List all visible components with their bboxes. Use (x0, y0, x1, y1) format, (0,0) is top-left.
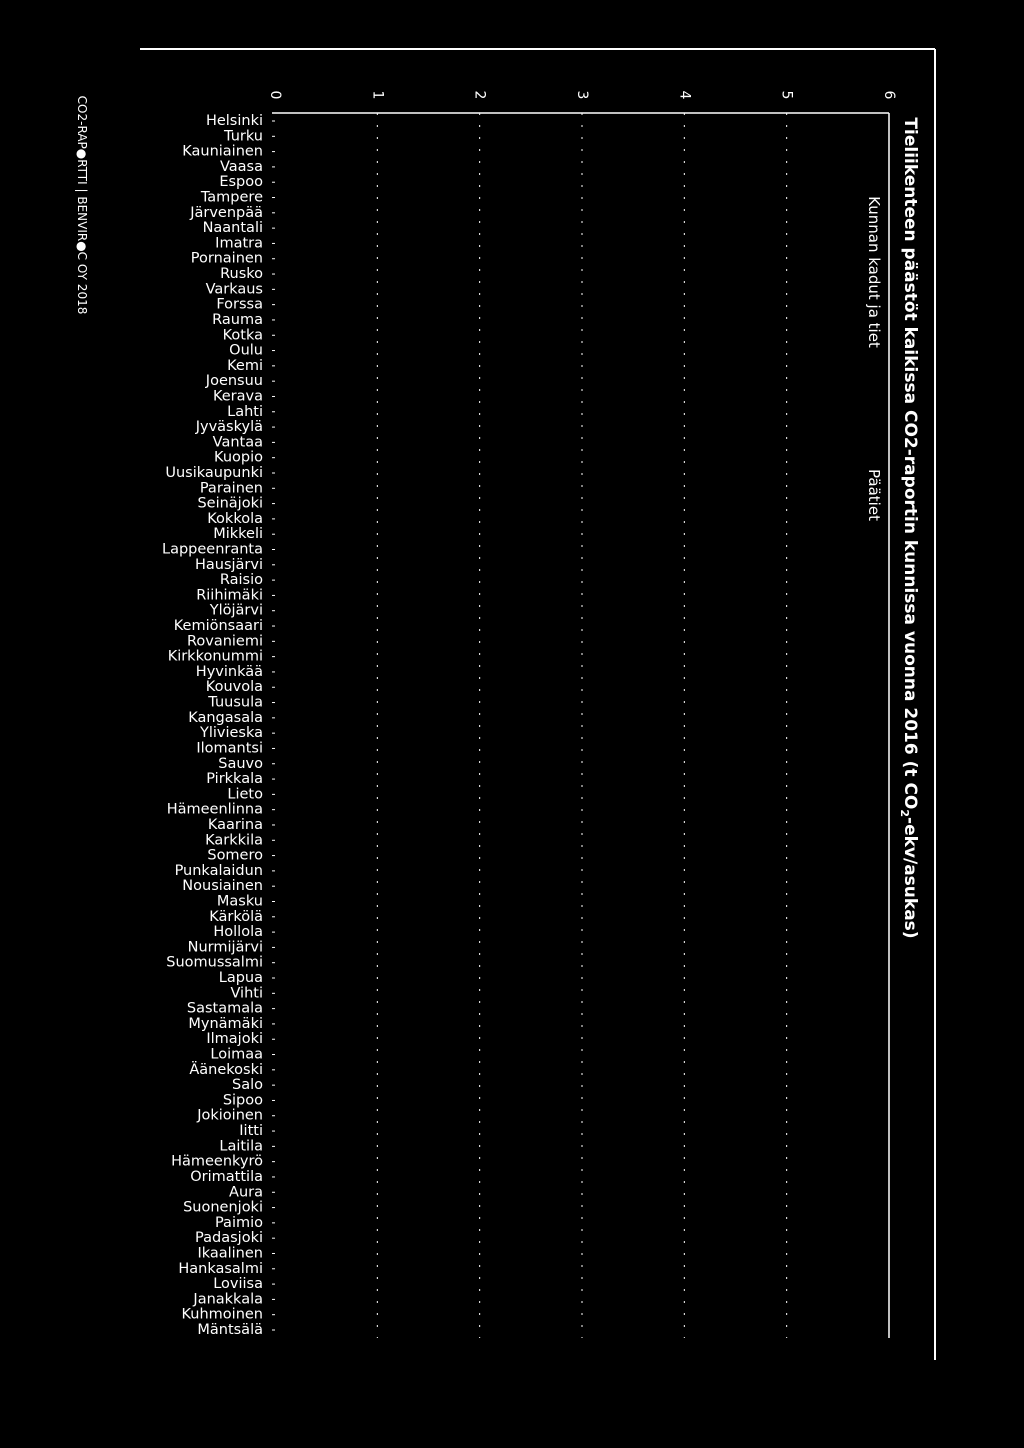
tick-label-0: 0 (267, 90, 283, 100)
category-label: Ilomantsi (196, 740, 263, 757)
category-label: Pornainen (190, 250, 263, 267)
category-label: Helsinki (205, 113, 263, 129)
category-label: Forssa (216, 296, 263, 313)
category-label: Mynämäki (188, 1015, 263, 1032)
category-label: Lapua (218, 970, 263, 987)
tick-label-5: 5 (778, 90, 795, 100)
category-label: Laitila (219, 1138, 263, 1155)
category-label: Padasjoki (195, 1230, 263, 1247)
tick-label-6: 6 (881, 90, 897, 100)
category-label: Varkaus (205, 281, 263, 298)
category-label: Vaasa (219, 158, 263, 175)
category-label: Lahti (227, 403, 263, 420)
category-label: Salo (232, 1077, 263, 1094)
category-label: Hämeenlinna (166, 801, 263, 818)
category-label: Kangasala (188, 709, 263, 726)
category-label: Pirkkala (206, 771, 263, 788)
category-label: Hankasalmi (178, 1260, 263, 1277)
category-label: Orimattila (190, 1168, 263, 1185)
category-label: Kotka (222, 327, 263, 344)
category-label: Paimio (214, 1214, 263, 1231)
category-label: Kemi (227, 357, 263, 374)
category-label: Kuhmoinen (181, 1306, 263, 1323)
footer-credit: CO2-RAP●RTTI | BENVIR●C OY 2018 (75, 95, 89, 315)
category-label: Vihti (230, 985, 263, 1002)
category-label: Kerava (212, 388, 263, 405)
category-label: Vantaa (212, 434, 263, 451)
category-label: Rauma (212, 311, 263, 328)
category-label: Kemiönsaari (173, 618, 263, 635)
tick-label-3: 3 (574, 90, 590, 100)
category-label: Kauniainen (182, 143, 263, 160)
category-label: Ylöjärvi (209, 602, 263, 619)
category-label: Karkkila (205, 832, 263, 849)
category-label: Seinäjoki (197, 495, 263, 512)
category-label: Ikaalinen (197, 1245, 263, 1262)
category-label: Joensuu (205, 373, 263, 390)
category-label: Loimaa (210, 1046, 263, 1063)
tick-label-2: 2 (471, 90, 488, 100)
category-label: Lieto (227, 786, 263, 803)
category-label: Riihimäki (196, 587, 263, 604)
category-label: Punkalaidun (174, 862, 263, 879)
category-label: Rovaniemi (186, 633, 263, 650)
category-label: Jokioinen (197, 1107, 263, 1124)
category-label: Turku (224, 128, 263, 145)
category-label: Nurmijärvi (187, 939, 263, 956)
category-label: Hämeenkyrö (171, 1153, 263, 1170)
category-label: Jyväskylä (195, 419, 263, 436)
category-label: Ilmajoki (206, 1031, 263, 1048)
category-label: Kirkkonummi (167, 648, 263, 665)
category-label: Kaarina (207, 816, 263, 833)
category-label: Tampere (200, 189, 263, 206)
category-label: Somero (207, 847, 263, 864)
category-label: Sastamala (186, 1000, 263, 1017)
category-label: Kuopio (214, 449, 263, 466)
category-label: Suonenjoki (183, 1199, 263, 1216)
tick-label-1: 1 (369, 90, 386, 100)
category-label: Hollola (213, 924, 263, 941)
category-label: Imatra (215, 235, 263, 252)
category-label: Nousiainen (182, 878, 263, 895)
chart-title: Tieliikenteen päästöt kaikissa CO2-raportin kunnissa vuonna 2016 (t $CO_2-ekv/asukas$) (897, 117, 921, 939)
category-label: Mäntsälä (197, 1322, 263, 1338)
category-label: Tuusula (208, 694, 263, 711)
category-label: Kärkölä (209, 908, 263, 925)
category-label: Uusikaupunki (165, 464, 263, 481)
category-label: Sauvo (218, 755, 263, 772)
category-label: Lappeenranta (161, 541, 263, 558)
category-label: Ylivieska (199, 725, 263, 742)
category-label: Järvenpää (190, 204, 263, 221)
category-label: Naantali (202, 220, 263, 237)
category-label: Kouvola (205, 679, 263, 696)
category-label: Loviisa (213, 1276, 263, 1293)
category-label: Sipoo (222, 1092, 263, 1109)
category-label: Äänekoski (189, 1061, 263, 1078)
category-label: Espoo (219, 174, 263, 191)
category-label: Iitti (239, 1123, 263, 1140)
category-label: Mikkeli (213, 526, 263, 543)
legend-item-streets: Kunnan kadut ja tiet (865, 196, 883, 348)
category-label: Aura (229, 1184, 263, 1201)
category-label: Masku (216, 893, 263, 910)
category-label: Raisio (219, 572, 263, 589)
category-label: Hausjärvi (194, 556, 263, 573)
category-label: Parainen (199, 480, 263, 497)
category-label: Rusko (220, 266, 263, 283)
legend-item-main-roads: Päätiet (865, 469, 883, 521)
category-label: Oulu (229, 342, 263, 359)
category-label: Janakkala (193, 1291, 263, 1308)
tick-label-4: 4 (676, 90, 693, 100)
category-label: Hyvinkää (195, 663, 263, 680)
category-label: Suomussalmi (166, 954, 263, 971)
category-label: Kokkola (207, 510, 263, 527)
